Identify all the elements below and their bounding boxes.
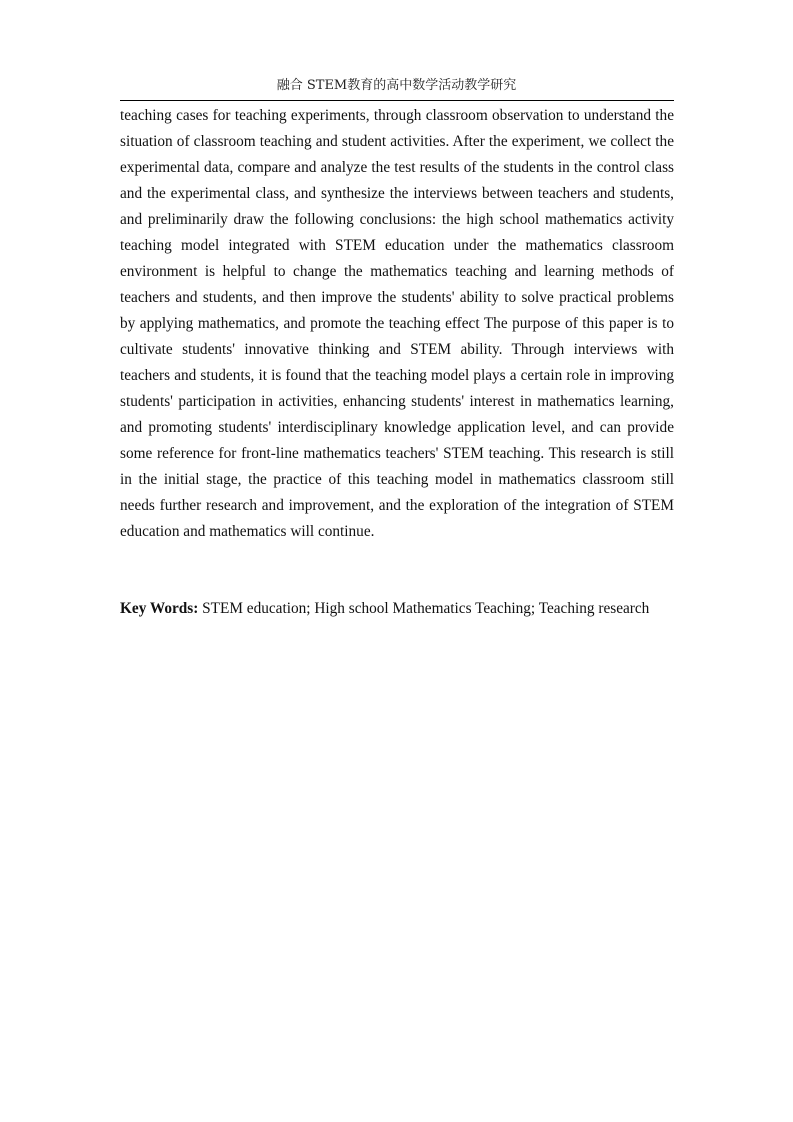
keywords-label: Key Words:: [120, 600, 199, 617]
abstract-paragraph: teaching cases for teaching experiments, through classroom observation to understand the situation of classroom teaching and student activities. After the experiment, we collect the experimental data, compare and analyze the test results of the students in the control class and the experimental class, and synthesize the interviews between teachers and students, and preliminarily draw the following conclusions: the high school mathematics activity teaching model integrated with STEM education under the mathematics classroom environment is helpful to change the mathematics teaching and learning methods of teachers and students, and then improve the students' ability to solve practical problems by applying mathematics, and promote the teaching effect The purpose of this paper is to cultivate students' innovative thinking and STEM ability. Through interviews with teachers and students, it is found that the teaching model plays a certain role in improving students' participation in activities, enhancing students' interest in mathematics learning, and promoting students' interdisciplinary knowledge application level, and can provide some reference for front-line mathematics teachers' STEM teaching. This research is still in the initial stage, the practice of this teaching model in mathematics classroom still needs further research and improvement, and the exploration of the integration of STEM education and mathematics will continue.: [120, 107, 674, 540]
keywords-paragraph: [120, 596, 674, 622]
running-header-title: 融合 STEM教育的高中数学活动教学研究: [276, 78, 517, 93]
header-divider: [120, 100, 674, 101]
keywords-text: STEM education; High school Mathematics Teaching; Teaching research: [202, 600, 650, 617]
